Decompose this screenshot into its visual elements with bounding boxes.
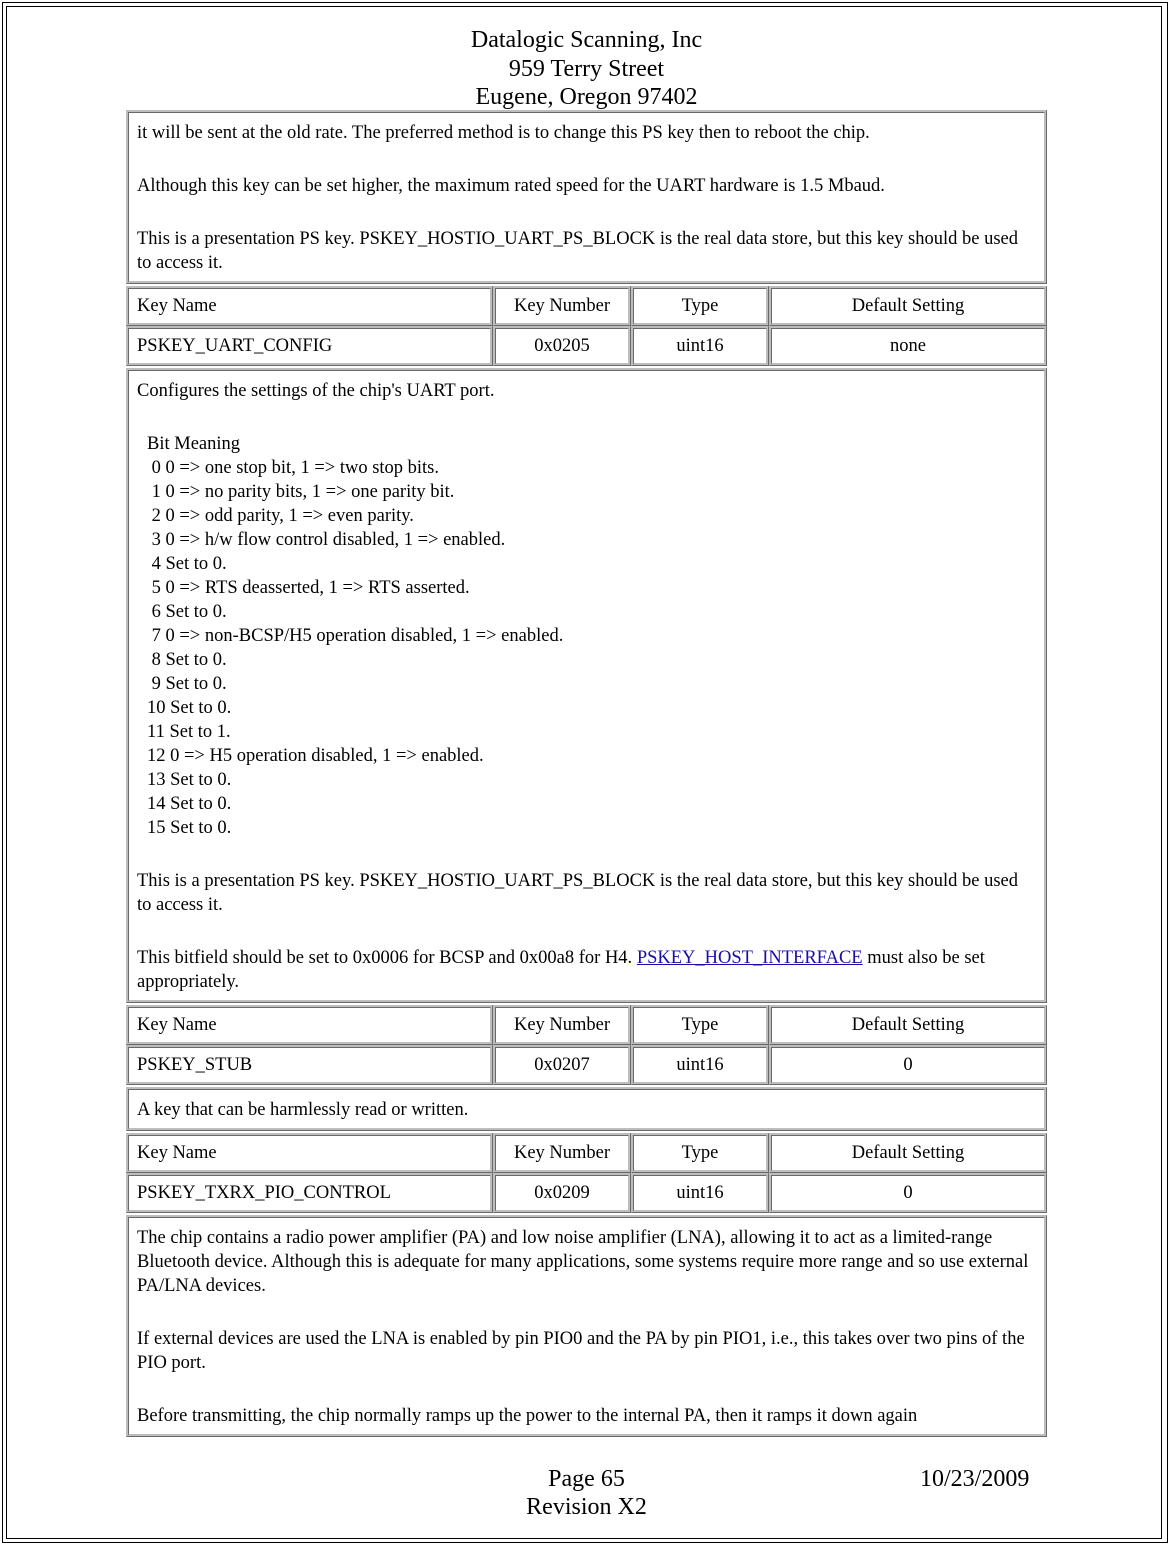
bit-row: 7 0 => non-BCSP/H5 operation disabled, 1 => enabled. — [147, 626, 564, 646]
bit-row: 5 0 => RTS deasserted, 1 => RTS asserted. — [147, 578, 470, 598]
uart-config-description-box — [126, 368, 1047, 1003]
header-key-number: Key Number — [493, 1133, 631, 1173]
paragraph: This is a presentation PS key. PSKEY_HOSTIO_UART_PS_BLOCK is the real data store, but this key should be used to access it. — [137, 871, 1018, 915]
company-city: Eugene, Oregon 97402 — [475, 84, 698, 110]
bit-list-header: Bit Meaning — [147, 434, 241, 454]
table-header-row — [126, 286, 1047, 326]
type-value: uint16 — [631, 1045, 769, 1085]
header-type: Type — [631, 1133, 769, 1173]
table-header-row — [126, 1005, 1047, 1045]
bit-row: 11 Set to 1. — [147, 722, 231, 742]
default-value: 0 — [769, 1173, 1047, 1213]
company-street: 959 Terry Street — [508, 55, 665, 82]
bit-row: 9 Set to 0. — [147, 674, 227, 694]
paragraph: Before transmitting, the chip normally ramps up the power to the internal PA, then it ramps it down again — [137, 1406, 918, 1426]
table-header-row — [126, 1133, 1047, 1173]
footer-date: 10/23/2009 — [920, 1466, 1030, 1492]
page-header — [0, 26, 1173, 112]
key-name-value: PSKEY_UART_CONFIG — [126, 326, 493, 366]
page-number: Page 65 — [548, 1466, 625, 1492]
table-row — [126, 1045, 1047, 1085]
bit-row: 15 Set to 0. — [147, 818, 232, 838]
key-number-value: 0x0207 — [493, 1045, 631, 1085]
host-interface-link[interactable]: PSKEY_HOST_INTERFACE — [636, 948, 863, 968]
txrx-description-box — [126, 1215, 1047, 1437]
header-type: Type — [631, 1005, 769, 1045]
bit-row: 2 0 => odd parity, 1 => even parity. — [147, 506, 414, 526]
bit-row: 3 0 => h/w flow control disabled, 1 => enabled. — [147, 530, 506, 550]
bitfield-text-end: must also be set appropriately. — [137, 948, 985, 992]
header-key-name: Key Name — [126, 286, 493, 326]
paragraph: The chip contains a radio power amplifier (PA) and low noise amplifier (LNA), allowing it to act as a limited-range Bluetooth device. Although this is adequate for many applications, some systems require more range and so use external PA/LNA devices. — [137, 1228, 1029, 1296]
bit-row: 14 Set to 0. — [147, 794, 232, 814]
bit-row: 4 Set to 0. — [147, 554, 227, 574]
header-default-setting: Default Setting — [769, 1133, 1047, 1173]
header-default-setting: Default Setting — [769, 1005, 1047, 1045]
paragraph: This is a presentation PS key. PSKEY_HOSTIO_UART_PS_BLOCK is the real data store, but this key should be used to access it. — [137, 229, 1018, 273]
table-row — [126, 1173, 1047, 1213]
header-type: Type — [631, 286, 769, 326]
header-default-setting: Default Setting — [769, 286, 1047, 326]
paragraph: A key that can be harmlessly read or written. — [137, 1100, 469, 1120]
company-name: Datalogic Scanning, Inc — [470, 27, 703, 53]
paragraph: Although this key can be set higher, the maximum rated speed for the UART hardware is 1.5 Mbaud. — [137, 176, 885, 196]
header-key-number: Key Number — [493, 286, 631, 326]
bit-row: 13 Set to 0. — [147, 770, 232, 790]
key-table-stub — [126, 1005, 1047, 1085]
paragraph — [137, 946, 1036, 994]
bit-meaning-list — [137, 432, 1036, 840]
stub-description-box — [126, 1087, 1047, 1131]
bitfield-text: This bitfield should be set to 0x0006 for BCSP and 0x00a8 for H4. — [137, 948, 637, 968]
continued-description-box — [126, 110, 1047, 284]
bit-row: 12 0 => H5 operation disabled, 1 => enabled. — [147, 746, 484, 766]
table-row — [126, 326, 1047, 366]
header-key-name: Key Name — [126, 1133, 493, 1173]
bit-row: 0 0 => one stop bit, 1 => two stop bits. — [147, 458, 440, 478]
paragraph: Configures the settings of the chip's UART port. — [137, 381, 495, 401]
document-content — [126, 110, 1047, 1437]
key-table-txrx-pio-control — [126, 1133, 1047, 1213]
type-value: uint16 — [631, 326, 769, 366]
key-name-value: PSKEY_TXRX_PIO_CONTROL — [126, 1173, 493, 1213]
revision-label: Revision X2 — [526, 1494, 647, 1520]
default-value: none — [769, 326, 1047, 366]
key-name-value: PSKEY_STUB — [126, 1045, 493, 1085]
bit-row: 8 Set to 0. — [147, 650, 227, 670]
default-value: 0 — [769, 1045, 1047, 1085]
paragraph: it will be sent at the old rate. The preferred method is to change this PS key then to reboot the chip. — [137, 123, 870, 143]
paragraph: If external devices are used the LNA is enabled by pin PIO0 and the PA by pin PIO1, i.e., this takes over two pins of the PIO port. — [137, 1329, 1025, 1373]
bit-list-rows — [147, 456, 1036, 840]
bit-row: 6 Set to 0. — [147, 602, 227, 622]
key-table-uart-config — [126, 286, 1047, 366]
bit-row: 10 Set to 0. — [147, 698, 232, 718]
key-number-value: 0x0205 — [493, 326, 631, 366]
type-value: uint16 — [631, 1173, 769, 1213]
header-key-number: Key Number — [493, 1005, 631, 1045]
key-number-value: 0x0209 — [493, 1173, 631, 1213]
bit-row: 1 0 => no parity bits, 1 => one parity bit. — [147, 482, 455, 502]
header-key-name: Key Name — [126, 1005, 493, 1045]
